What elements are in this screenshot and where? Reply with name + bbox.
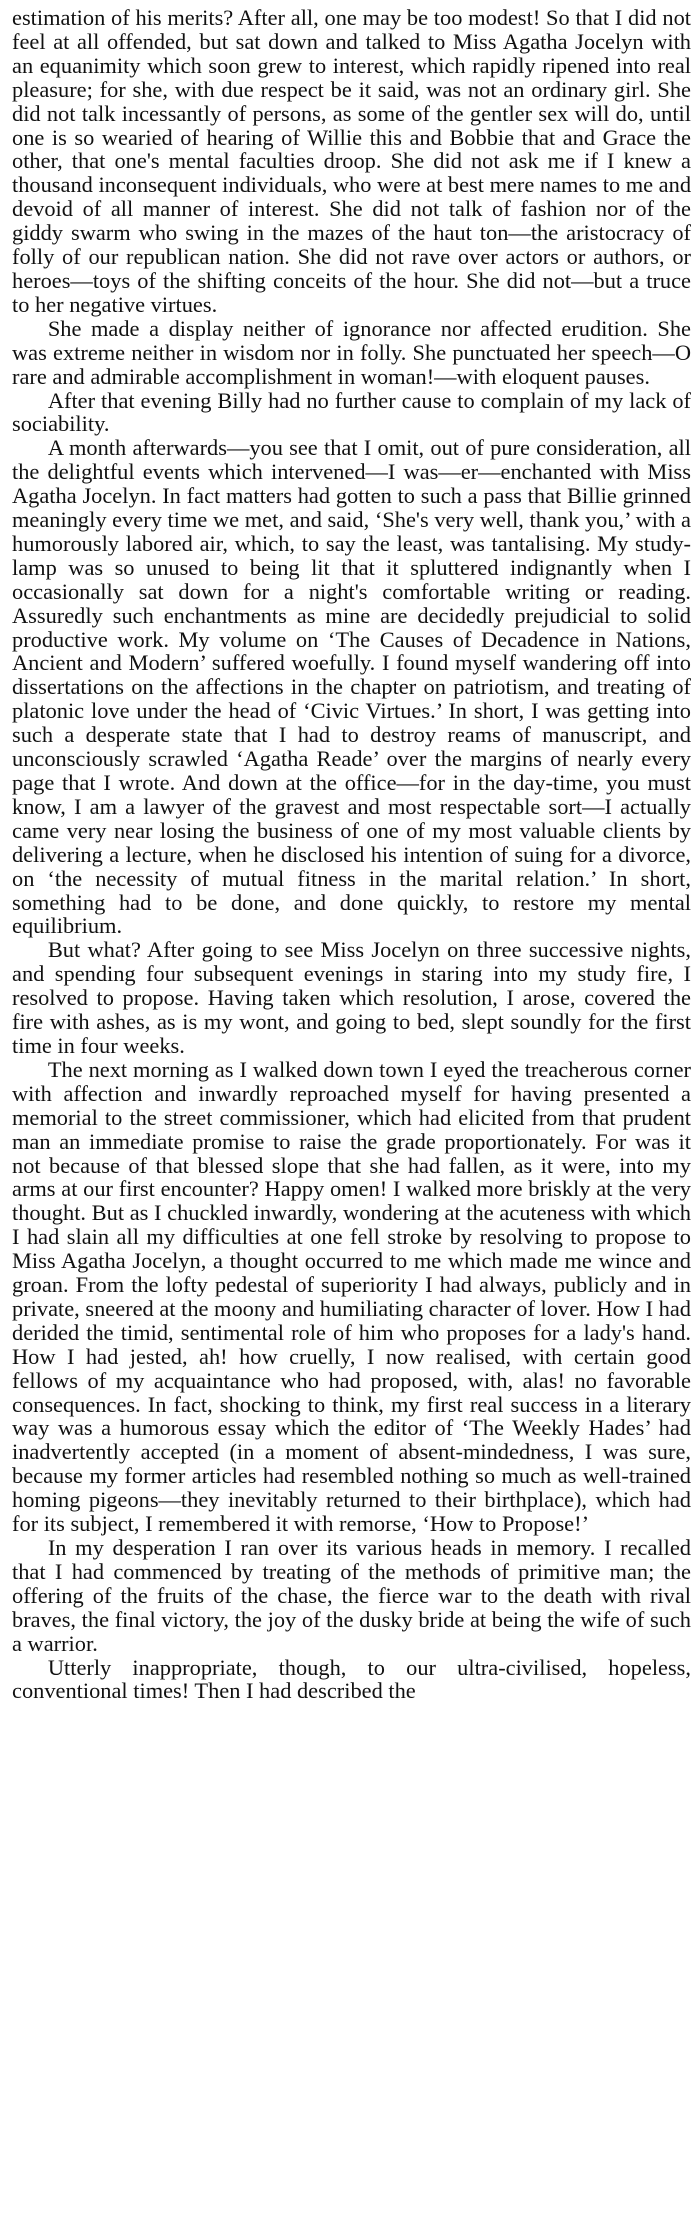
paragraph-8: Utterly inappropriate, though, to our ultra-civilised, hopeless, conventional times! Then I had described the: [12, 1654, 691, 1704]
paragraph-2: She made a display neither of ignorance nor affected erudition. She was extreme neither in wisdom nor in folly. She punctuated her speech—O rare and admirable accomplishment in woman!—with eloquent pauses.: [12, 315, 691, 389]
paragraph-7: In my desperation I ran over its various heads in memory. I recalled that I had commenced by treating of the methods of primitive man; the offering of the fruits of the chase, the fierce war to the death with rival braves, the final victory, the joy of the dusky bride at being the wife of such a warrior.: [12, 1535, 691, 1656]
paragraph-5: But what? After going to see Miss Jocelyn on three successive nights, and spending four subsequent evenings in staring into my study fire, I resolved to propose. Having taken which resolution, I arose, covered the fire with ashes, as is my wont, and going to bed, slept soundly for the first time in four weeks.: [12, 937, 691, 1058]
article-text: [12, 6, 691, 1703]
paragraph-1: estimation of his merits? After all, one may be too modest! So that I did not feel at all offended, but sat down and talked to Miss Agatha Jocelyn with an equanimity which soon grew to interest, which rapidly ripened into real pleasure; for she, with due respect be it said, was not an ordinary girl. She did not talk incessantly of persons, as some of the gentler sex will do, until one is so wearied of hearing of Willie this and Bobbie that and Grace the other, that one's mental faculties droop. She did not ask me if I knew a thousand inconsequent individuals, who were at best mere names to me and devoid of all manner of interest. She did not talk of fashion nor of the giddy swarm who swing in the mazes of the haut ton—the aristocracy of folly of our republican nation. She did not rave over actors or authors, or heroes—toys of the shifting conceits of the hour. She did not—but a truce to her negative virtues.: [12, 5, 692, 317]
paragraph-3: After that evening Billy had no further cause to complain of my lack of sociability.: [12, 387, 691, 437]
paragraph-4: A month afterwards—you see that I omit, out of pure consideration, all the delightful events which intervened—I was—er—enchanted with Miss Agatha Jocelyn. In fact matters had gotten to such a pass that Billie grinned meaningly every time we met, and said, ‘She's very well, thank you,’ with a humorously labored air, which, to say the least, was tantalising. My study-lamp was so unused to being lit that it spluttered indignantly when I occasionally sat down for a night's comfortable writing or reading. Assuredly such enchantments as mine are decidedly prejudicial to solid productive work. My volume on ‘The Causes of Decadence in Nations, Ancient and Modern’ suffered woefully. I found myself wandering off into dissertations on the affections in the chapter on patriotism, and treating of platonic love under the head of ‘Civic Virtues.’ In short, I was getting into such a desperate state that I had to destroy reams of manuscript, and unconsciously scrawled ‘Agatha Reade’ over the margins of nearly every page that I wrote. And down at the office—for in the day-time, you must know, I am a lawyer of the gravest and most respectable sort—I actually came very near losing the business of one of my most valuable clients by delivering a lecture, when he disclosed his intention of suing for a divorce, on ‘the necessity of mutual fitness in the marital relation.’ In short, something had to be done, and done quickly, to restore my mental equilibrium.: [12, 435, 691, 939]
paragraph-6: The next morning as I walked down town I eyed the treacherous corner with affection and inwardly reproached myself for having presented a memorial to the street commissioner, which had elicited from that prudent man an immediate promise to raise the grade proportionately. For was it not because of that blessed slope that she had fallen, as it were, into my arms at our first encounter? Happy omen! I walked more briskly at the very thought. But as I chuckled inwardly, wondering at the acuteness with which I had slain all my difficulties at one fell stroke by resolving to propose to Miss Agatha Jocelyn, a thought occurred to me which made me wince and groan. From the lofty pedestal of superiority I had always, publicly and in private, sneered at the moony and humiliating character of lover. How I had derided the timid, sentimental role of him who proposes for a lady's hand. How I had jested, ah! how cruelly, I now realised, with certain good fellows of my acquaintance who had proposed, with, alas! no favorable consequences. In fact, shocking to think, my first real success in a literary way was a humorous essay which the editor of ‘The Weekly Hades’ had inadvertently accepted (in a moment of absent-mindedness, I was sure, because my former articles had resembled nothing so much as well-trained homing pigeons—they inevitably returned to their birthplace), which had for its subject, I remembered it with remorse, ‘How to Propose!’: [12, 1056, 691, 1537]
